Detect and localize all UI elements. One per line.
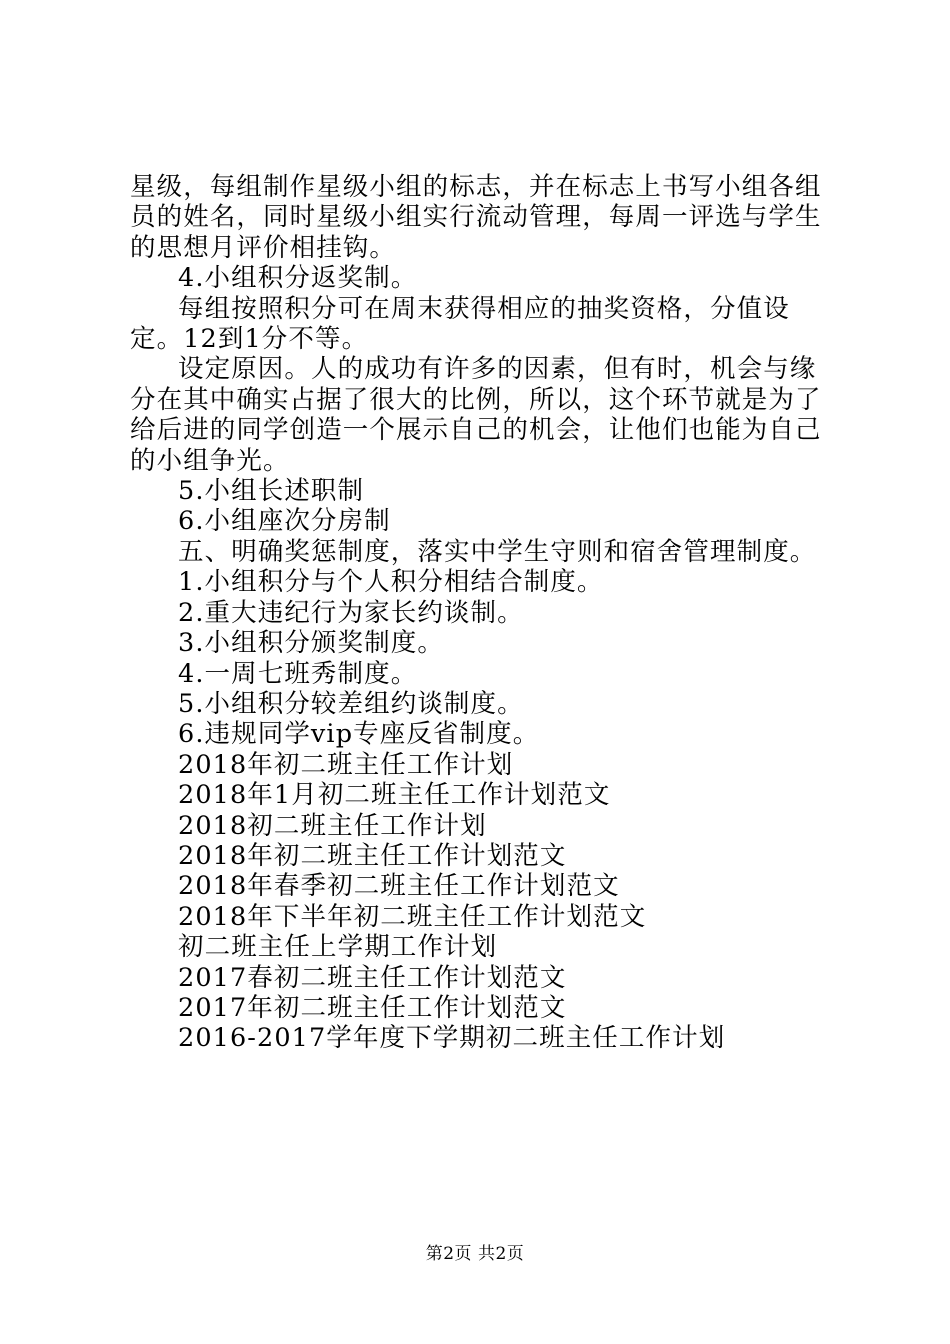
related-link[interactable]: 2018初二班主任工作计划 <box>178 810 487 841</box>
section-heading: 五、明确奖惩制度，落实中学生守则和宿舍管理制度。 <box>178 536 817 567</box>
related-link[interactable]: 2018年1月初二班主任工作计划范文 <box>178 780 611 811</box>
related-link[interactable]: 2018年初二班主任工作计划范文 <box>178 840 567 871</box>
list-item: 1.小组积分与个人积分相结合制度。 <box>178 567 604 598</box>
paragraph-points-reward: 4.小组积分返奖制。 <box>178 263 418 294</box>
related-link[interactable]: 初二班主任上学期工作计划 <box>178 932 498 963</box>
related-link[interactable]: 2016-2017学年度下学期初二班主任工作计划 <box>178 1023 726 1054</box>
list-item: 3.小组积分颁奖制度。 <box>178 628 444 659</box>
paragraph-lottery: 每组按照积分可在周末获得相应的抽奖资格，分值设定。12到1分不等。 <box>130 293 790 355</box>
paragraph-star-group: 星级，每组制作星级小组的标志，并在标志上书写小组各组员的姓名，同时星级小组实行流动管理，每周一评选与学生的思想月评价相挂钩。 <box>130 172 822 263</box>
list-item: 6.小组座次分房制 <box>178 506 391 537</box>
list-item: 5.小组长述职制 <box>178 476 365 507</box>
related-link[interactable]: 2018年春季初二班主任工作计划范文 <box>178 871 620 902</box>
related-link[interactable]: 2017春初二班主任工作计划范文 <box>178 962 567 993</box>
list-item: 2.重大违纪行为家长约谈制。 <box>178 597 524 628</box>
related-link[interactable]: 2018年下半年初二班主任工作计划范文 <box>178 901 647 932</box>
list-item: 4.一周七班秀制度。 <box>178 658 418 689</box>
paragraph-reason: 设定原因。人的成功有许多的因素，但有时，机会与缘分在其中确实占据了很大的比例，所以，这个环节就是为了给后进的同学创造一个展示自己的机会，让他们也能为自己的小组争光。 <box>130 354 822 476</box>
list-item: 6.违规同学vip专座反省制度。 <box>178 719 540 750</box>
list-item: 5.小组积分较差组约谈制度。 <box>178 688 524 719</box>
page-footer: 第2页 共2页 <box>425 1244 525 1264</box>
related-link[interactable]: 2017年初二班主任工作计划范文 <box>178 992 567 1023</box>
related-link[interactable]: 2018年初二班主任工作计划 <box>178 749 514 780</box>
document-body <box>130 172 842 1054</box>
